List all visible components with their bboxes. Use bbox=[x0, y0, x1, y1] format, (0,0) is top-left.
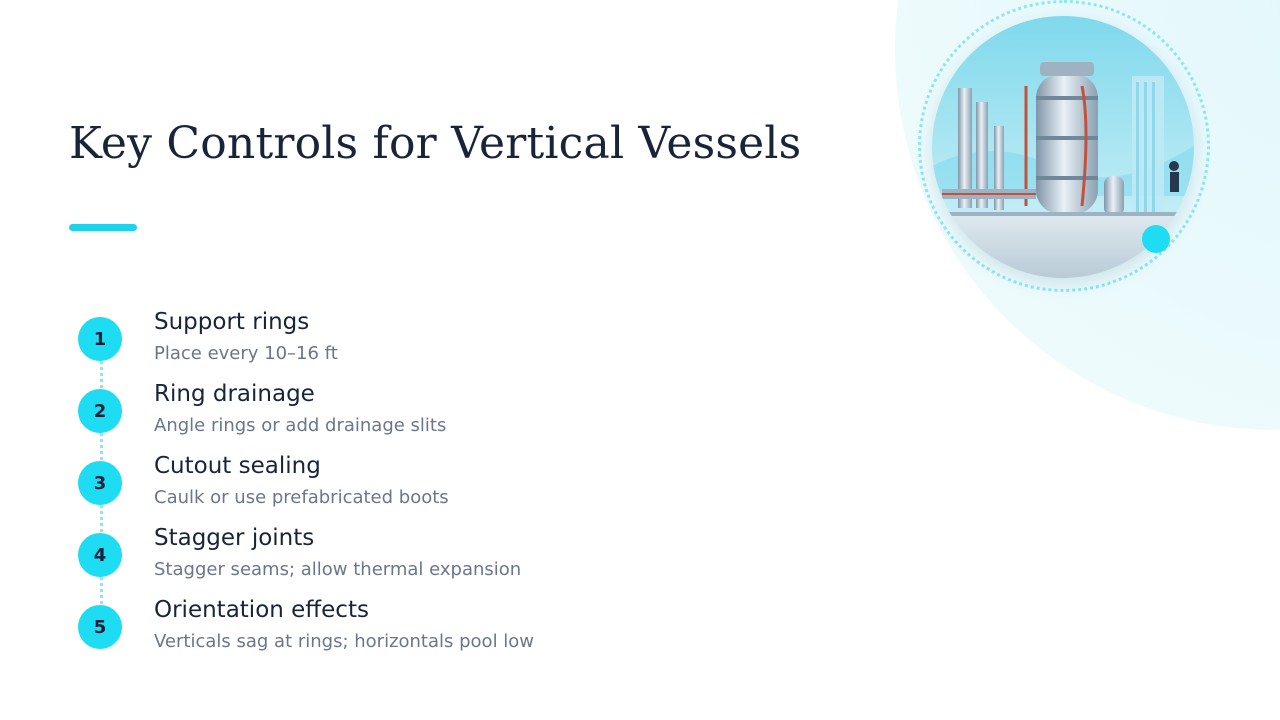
step-item-5 bbox=[78, 598, 678, 658]
step-description: Caulk or use prefabricated boots bbox=[154, 487, 449, 508]
step-number-badge: 5 bbox=[78, 605, 122, 649]
step-number-badge: 4 bbox=[78, 533, 122, 577]
slide-title: Key Controls for Vertical Vessels bbox=[69, 118, 802, 169]
step-title: Ring drainage bbox=[154, 381, 315, 407]
step-title: Orientation effects bbox=[154, 597, 369, 623]
step-item-2 bbox=[78, 382, 678, 442]
step-number-badge: 2 bbox=[78, 389, 122, 433]
step-number-badge: 3 bbox=[78, 461, 122, 505]
step-title: Cutout sealing bbox=[154, 453, 321, 479]
step-title: Stagger joints bbox=[154, 525, 315, 551]
step-description: Stagger seams; allow thermal expansion bbox=[154, 559, 522, 580]
step-item-1 bbox=[78, 310, 678, 370]
step-description: Angle rings or add drainage slits bbox=[154, 415, 447, 436]
step-title: Support rings bbox=[154, 309, 310, 335]
step-number-badge: 1 bbox=[78, 317, 122, 361]
step-item-3 bbox=[78, 454, 678, 514]
step-item-4 bbox=[78, 526, 678, 586]
orbit-accent-dot bbox=[1142, 225, 1170, 253]
title-accent-bar bbox=[69, 224, 137, 231]
step-description: Place every 10–16 ft bbox=[154, 343, 338, 364]
step-description: Verticals sag at rings; horizontals pool low bbox=[154, 631, 535, 652]
